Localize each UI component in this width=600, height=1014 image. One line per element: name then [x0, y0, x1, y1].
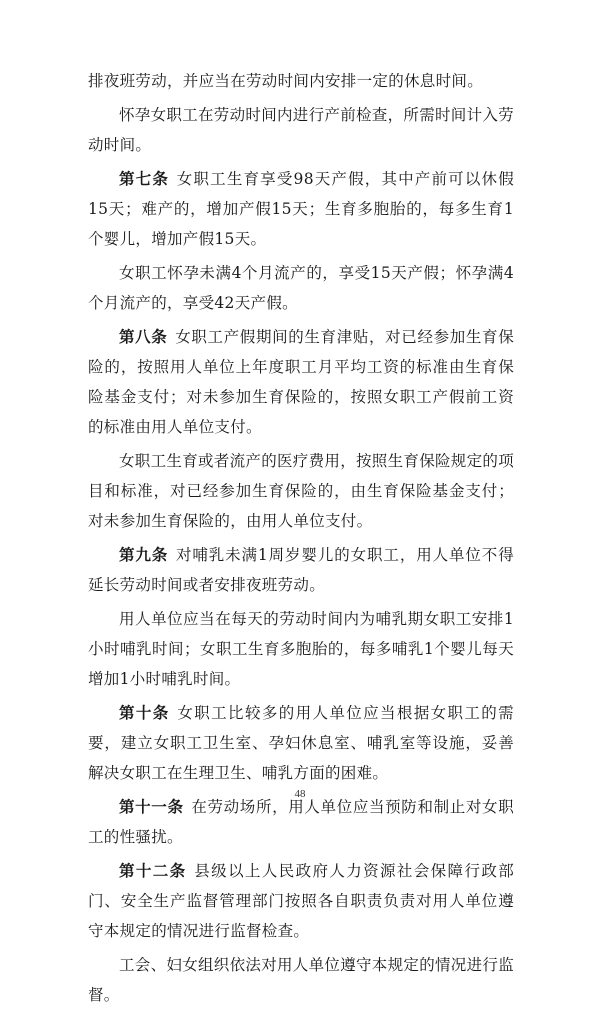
paragraph-1-text: 排夜班劳动，并应当在劳动时间内安排一定的休息时间。 [88, 72, 484, 90]
article-10-heading: 第十条 [119, 703, 170, 722]
document-body [88, 66, 514, 1014]
paragraph-8-text: 用人单位应当在每天的劳动时间内为哺乳期女职工安排1小时哺乳时间；女职工生育多胞胎的，每多哺乳1个婴儿每天增加1小时哺乳时间。 [88, 610, 514, 688]
paragraph-6-text: 女职工生育或者流产的医疗费用，按照生育保险规定的项目和标准，对已经参加生育保险的，由生育保险基金支付；对未参加生育保险的，由用人单位支付。 [88, 452, 515, 530]
article-7-text: 女职工生育享受98天产假，其中产前可以休假15天；难产的，增加产假15天；生育多胞胎的，每多生育1个婴儿，增加产假15天。 [88, 170, 515, 248]
paragraph-4 [88, 258, 514, 318]
paragraph-2 [88, 100, 514, 160]
article-11-text: 在劳动场所，用人单位应当预防和制止对女职工的性骚扰。 [88, 798, 514, 846]
article-9-heading: 第九条 [119, 545, 169, 564]
article-10-text: 女职工比较多的用人单位应当根据女职工的需要，建立女职工卫生室、孕妇休息室、哺乳室等设施，妥善解决女职工在生理卫生、哺乳方面的困难。 [88, 704, 514, 782]
article-8-text: 女职工产假期间的生育津贴，对已经参加生育保险的，按照用人单位上年度职工月平均工资的标准由生育保险基金支付；对未参加生育保险的，按照女职工产假前工资的标准由用人单位支付。 [88, 328, 514, 436]
paragraph-12 [88, 950, 514, 1010]
article-8-heading: 第八条 [119, 327, 168, 346]
article-12-text: 县级以上人民政府人力资源社会保障行政部门、安全生产监督管理部门按照各自职责负责对用人单位遵守本规定的情况进行监督检查。 [88, 862, 515, 940]
paragraph-8 [88, 604, 514, 694]
page-number: 48 [294, 788, 306, 800]
article-11 [88, 792, 514, 852]
article-7 [88, 164, 514, 254]
article-11-heading: 第十一条 [119, 797, 184, 816]
article-7-heading: 第七条 [119, 169, 170, 188]
article-12 [88, 856, 514, 946]
paragraph-1 [88, 66, 514, 96]
paragraph-2-text: 怀孕女职工在劳动时间内进行产前检查，所需时间计入劳动时间。 [88, 106, 515, 154]
paragraph-4-text: 女职工怀孕未满4个月流产的，享受15天产假；怀孕满4个月流产的，享受42天产假。 [88, 264, 514, 312]
paragraph-6 [88, 446, 514, 536]
article-12-heading: 第十二条 [119, 861, 187, 880]
paragraph-12-text: 工会、妇女组织依法对用人单位遵守本规定的情况进行监督。 [88, 956, 515, 1004]
article-10 [88, 698, 514, 788]
article-8 [88, 322, 514, 442]
article-9 [88, 540, 514, 600]
article-9-text: 对哺乳未满1周岁婴儿的女职工，用人单位不得延长劳动时间或者安排夜班劳动。 [88, 546, 514, 594]
